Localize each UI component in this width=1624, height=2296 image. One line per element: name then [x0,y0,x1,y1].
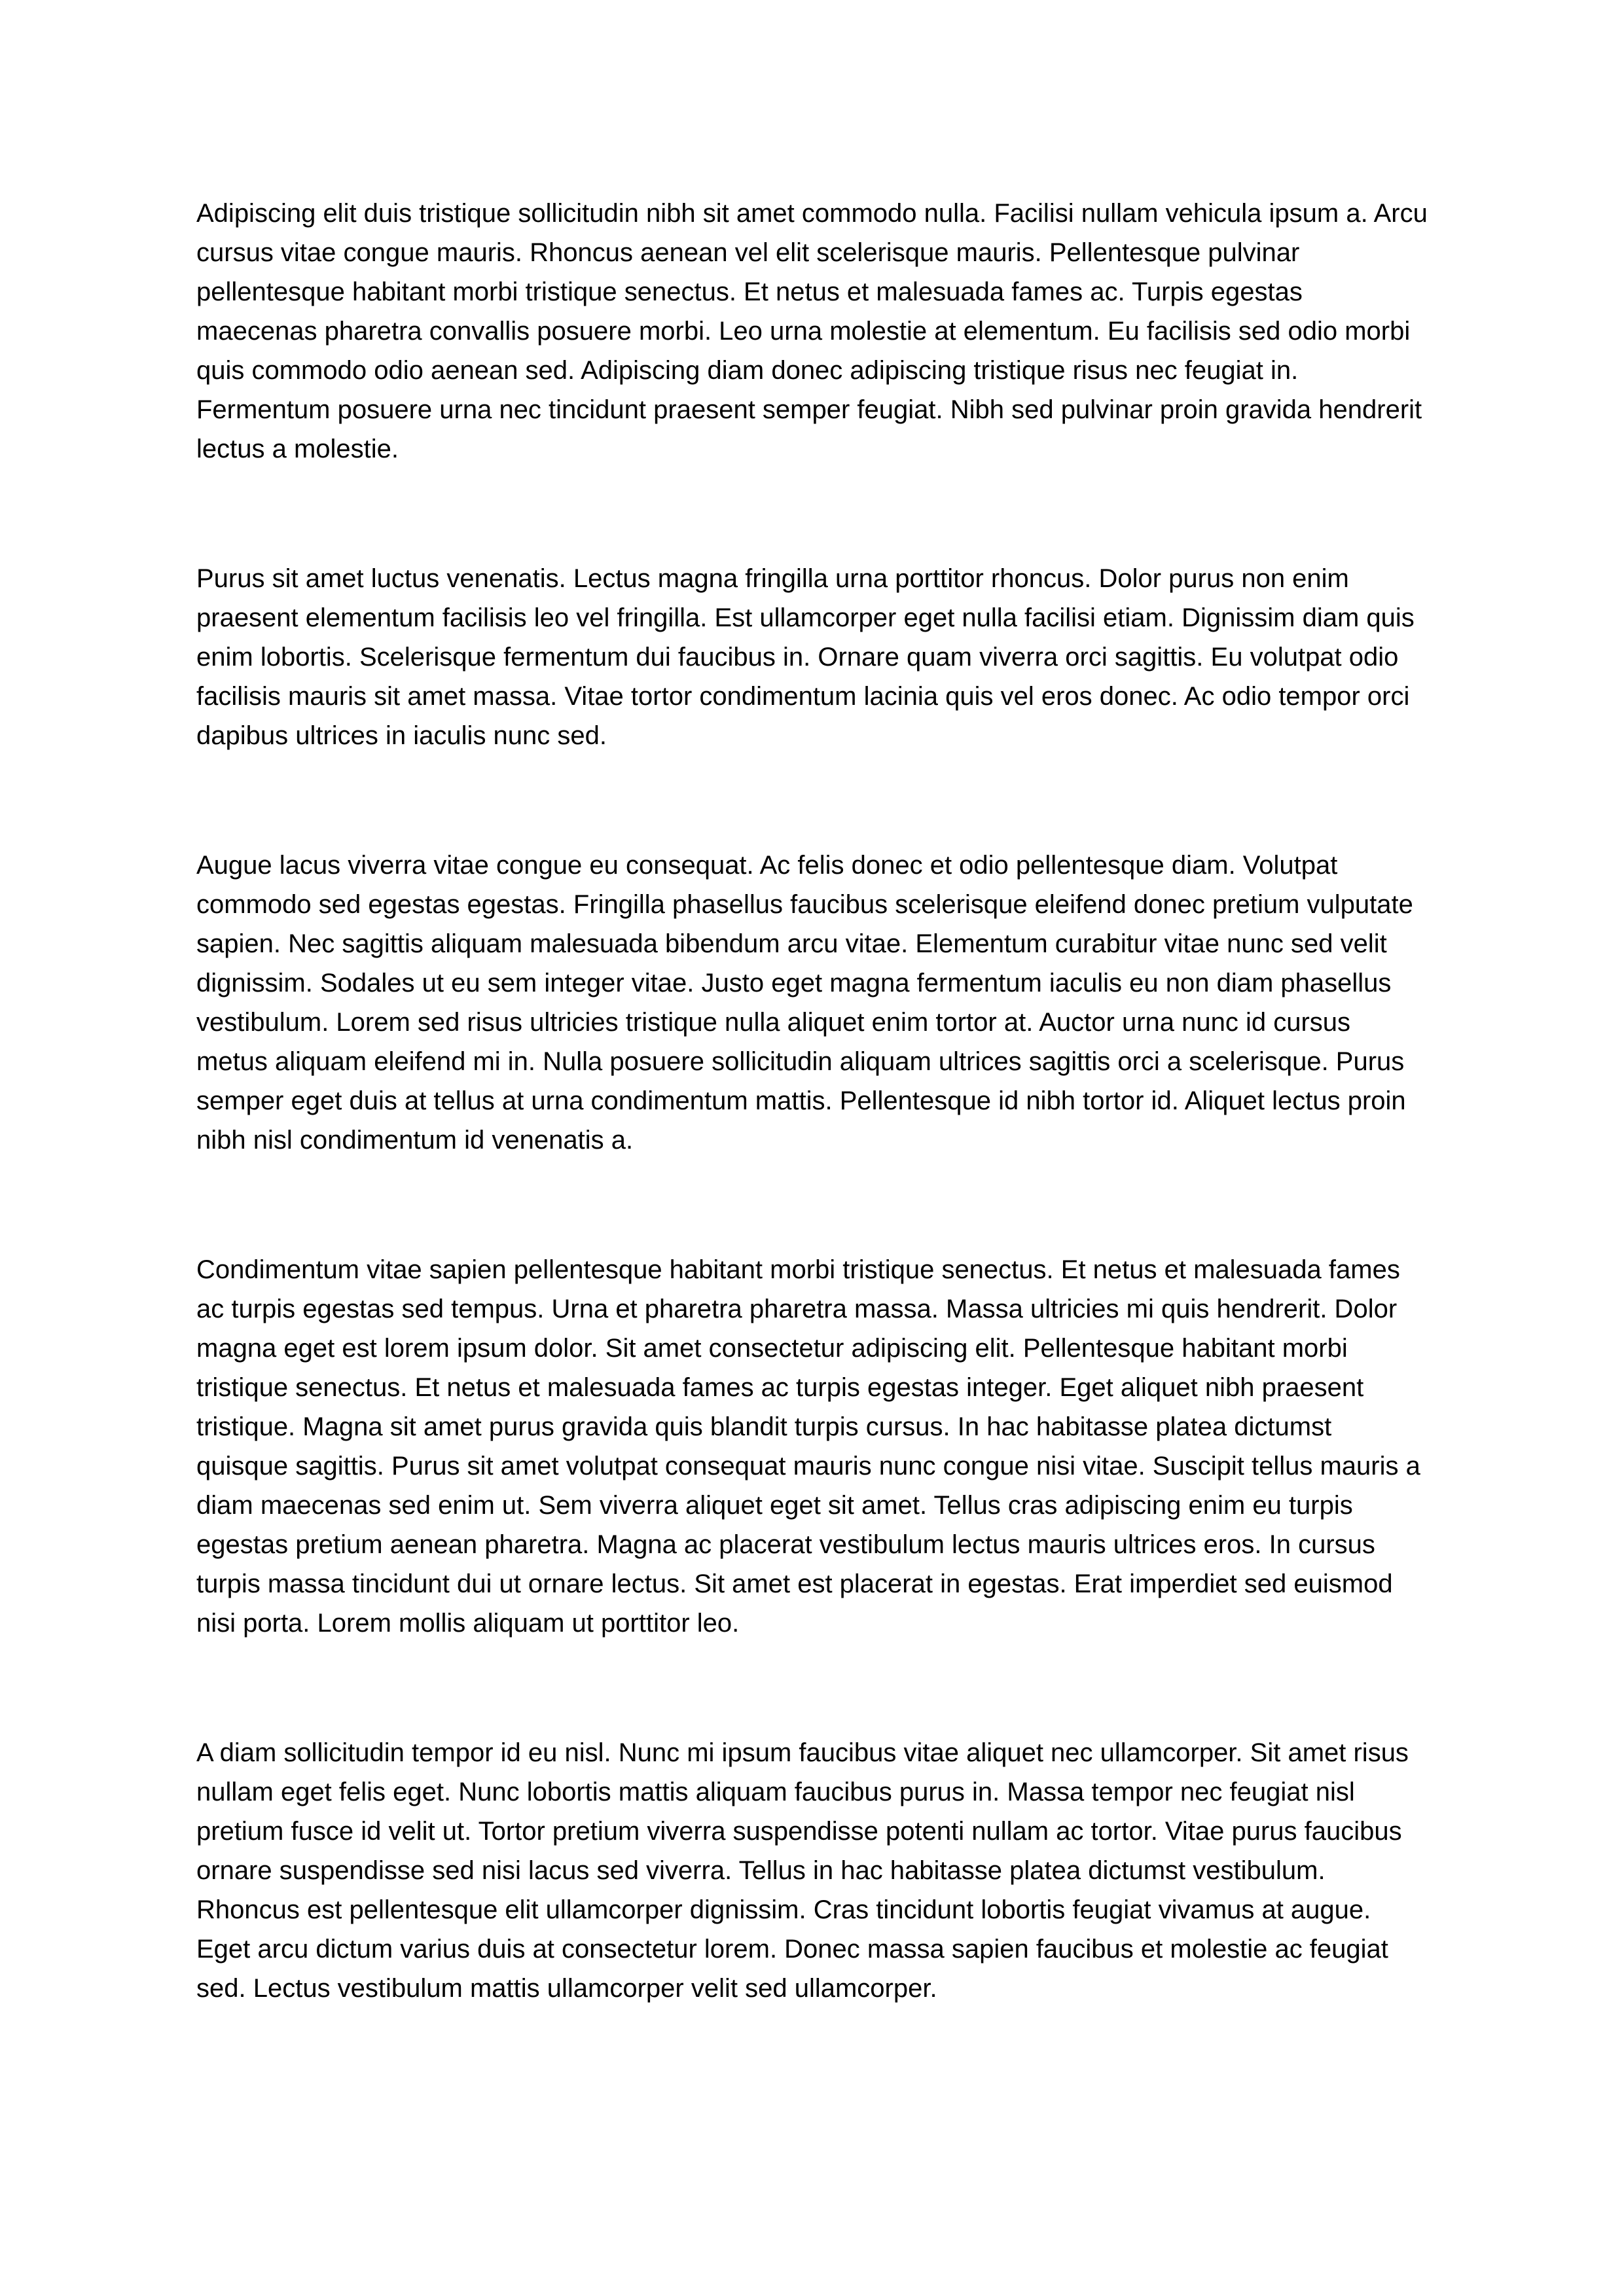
document-text-body [196,194,1428,2008]
paragraph-5: A diam sollicitudin tempor id eu nisl. Nunc mi ipsum faucibus vitae aliquet nec ullamcorper. Sit amet risus nullam eget felis eget. Nunc lobortis mattis aliquam faucibus purus in. Massa tempor nec feugiat nisl pretium fusce id velit ut. Tortor pretium viverra suspendisse potenti nullam ac tortor. Vitae purus faucibus ornare suspendisse sed nisi lacus sed viverra. Tellus in hac habitasse platea dictumst vestibulum. Rhoncus est pellentesque elit ullamcorper dignissim. Cras tincidunt lobortis feugiat vivamus at augue. Eget arcu dictum varius duis at consectetur lorem. Donec massa sapien faucibus et molestie ac feugiat sed. Lectus vestibulum mattis ullamcorper velit sed ullamcorper. [196,1738,1409,2003]
paragraph-4: Condimentum vitae sapien pellentesque habitant morbi tristique senectus. Et netus et malesuada fames ac turpis egestas sed tempus. Urna et pharetra pharetra massa. Massa ultricies mi quis hendrerit. Dolor magna eget est lorem ipsum dolor. Sit amet consectetur adipiscing elit. Pellentesque habitant morbi tristique senectus. Et netus et malesuada fames ac turpis egestas integer. Eget aliquet nibh praesent tristique. Magna sit amet purus gravida quis blandit turpis cursus. In hac habitasse platea dictumst quisque sagittis. Purus sit amet volutpat consequat mauris nunc congue nisi vitae. Suscipit tellus mauris a diam maecenas sed enim ut. Sem viverra aliquet eget sit amet. Tellus cras adipiscing enim eu turpis egestas pretium aenean pharetra. Magna ac placerat vestibulum lectus mauris ultrices eros. In cursus turpis massa tincidunt dui ut ornare lectus. Sit amet est placerat in egestas. Erat imperdiet sed euismod nisi porta. Lorem mollis aliquam ut porttitor leo. [196,1255,1420,1638]
paragraph-1: Adipiscing elit duis tristique sollicitudin nibh sit amet commodo nulla. Facilisi nullam vehicula ipsum a. Arcu cursus vitae congue mauris. Rhoncus aenean vel elit scelerisque mauris. Pellentesque pulvinar pellentesque habitant morbi tristique senectus. Et netus et malesuada fames ac. Turpis egestas maecenas pharetra convallis posuere morbi. Leo urna molestie at elementum. Eu facilisis sed odio morbi quis commodo odio aenean sed. Adipiscing diam donec adipiscing tristique risus nec feugiat in. Fermentum posuere urna nec tincidunt praesent semper feugiat. Nibh sed pulvinar proin gravida hendrerit lectus a molestie. [196,199,1428,463]
paragraph-2: Purus sit amet luctus venenatis. Lectus magna fringilla urna porttitor rhoncus. Dolor purus non enim praesent elementum facilisis leo vel fringilla. Est ullamcorper eget nulla facilisi etiam. Dignissim diam quis enim lobortis. Scelerisque fermentum dui faucibus in. Ornare quam viverra orci sagittis. Eu volutpat odio facilisis mauris sit amet massa. Vitae tortor condimentum lacinia quis vel eros donec. Ac odio tempor orci dapibus ultrices in iaculis nunc sed. [196,564,1415,750]
paragraph-3: Augue lacus viverra vitae congue eu consequat. Ac felis donec et odio pellentesque diam. Volutpat commodo sed egestas egestas. Fringilla phasellus faucibus scelerisque eleifend donec pretium vulputate sapien. Nec sagittis aliquam malesuada bibendum arcu vitae. Elementum curabitur vitae nunc sed velit dignissim. Sodales ut eu sem integer vitae. Justo eget magna fermentum iaculis eu non diam phasellus vestibulum. Lorem sed risus ultricies tristique nulla aliquet enim tortor at. Auctor urna nunc id cursus metus aliquam eleifend mi in. Nulla posuere sollicitudin aliquam ultrices sagittis orci a scelerisque. Purus semper eget duis at tellus at urna condimentum mattis. Pellentesque id nibh tortor id. Aliquet lectus proin nibh nisl condimentum id venenatis a. [196,851,1413,1155]
